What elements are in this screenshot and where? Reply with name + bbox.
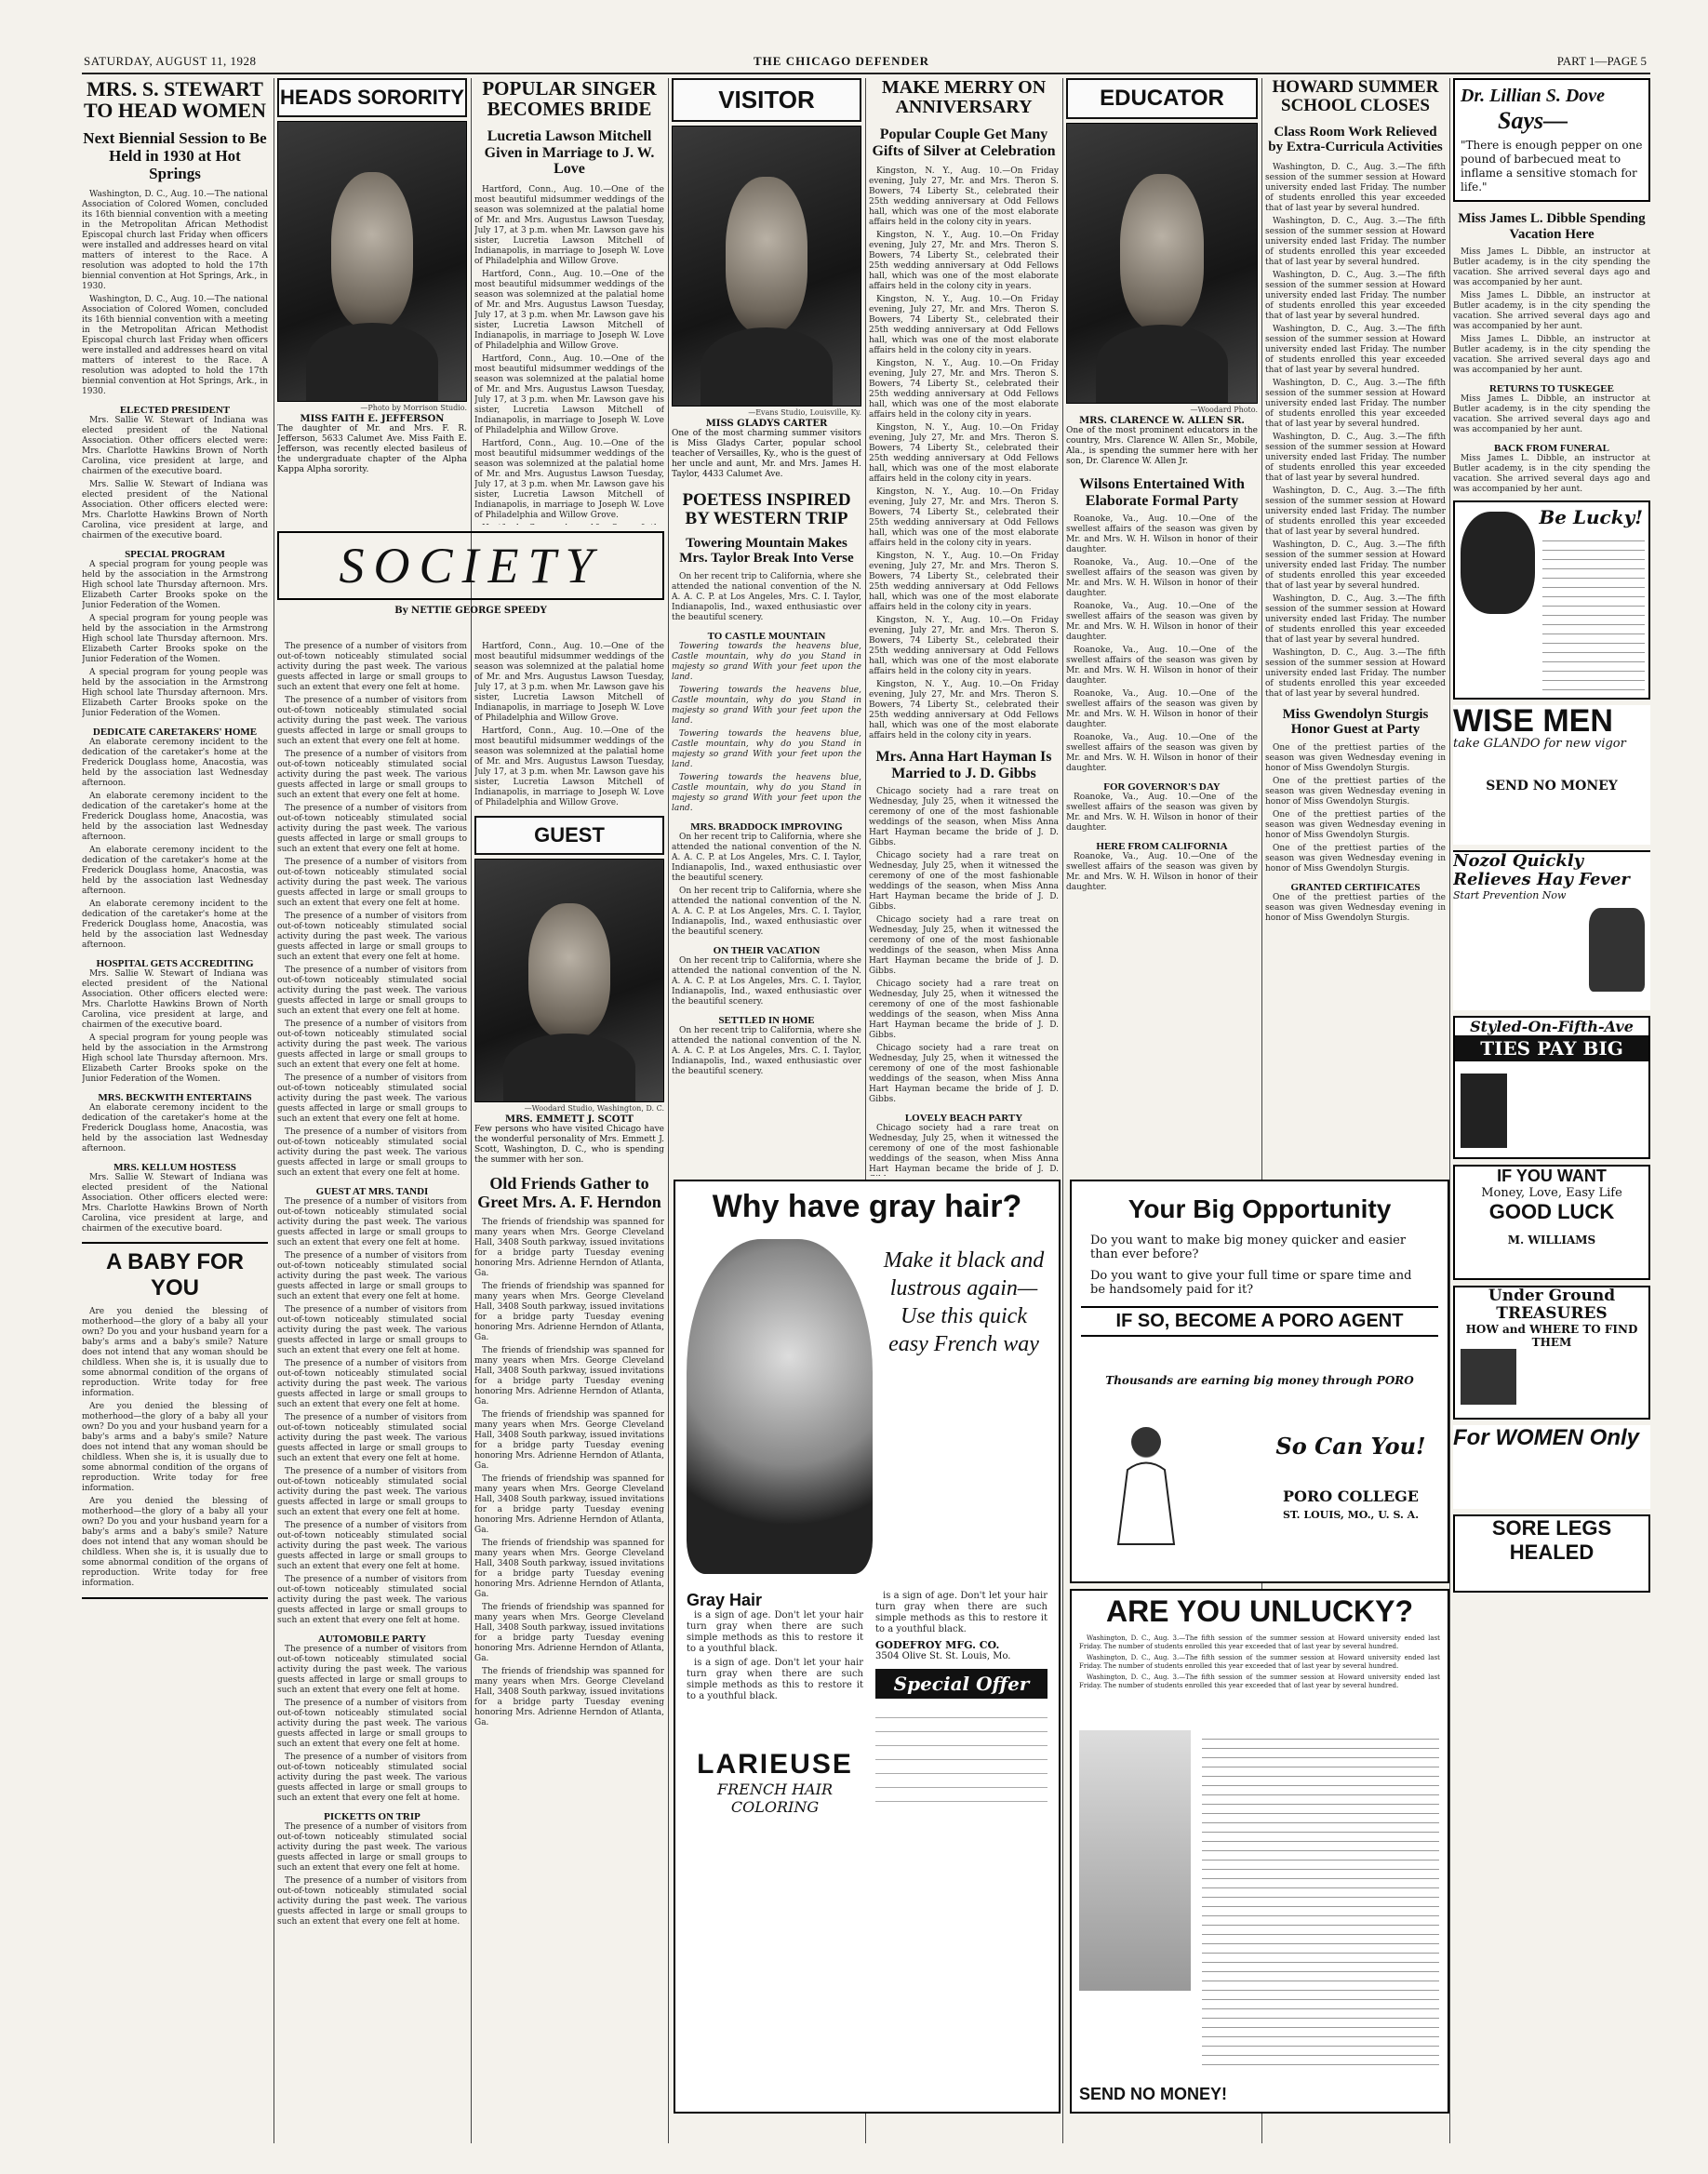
seated-woman-icon <box>1090 1414 1202 1563</box>
subhead: MRS. BRADDOCK IMPROVING <box>690 820 843 833</box>
want-luck: GOOD LUCK <box>1488 1200 1615 1223</box>
lucky-title: Be Lucky! <box>1539 506 1643 528</box>
page-number: PART 1—PAGE 5 <box>1556 54 1647 68</box>
nozol-sub: Start Prevention Now <box>1453 889 1567 901</box>
subhead: MRS. BECKWITH ENTERTAINS <box>98 1092 252 1104</box>
ties-ad <box>1453 1016 1650 1159</box>
column-3-top: POPULAR SINGER BECOMES BRIDE Lucretia Lawson Mitchell Given in Marriage to J. W. Love Hartford, Conn., Aug. 10.—One of the most beautiful midsummer weddings of the season was solemnized at the palatial home of Mr. and Mrs. Augustus Lawson Tuesday, July 17, at 3 p.m. when Mr. Lawson gave his sister, Lucretia Lawson Mitchell of Indianapolis, in marriage to Joseph W. Love of Philadelphia and Willow Grove. Hartford, Conn., Aug. 10.—One of the most beautiful midsummer weddings of the season was solemnized at the palatial home of Mr. and Mrs. Augustus Lawson Tuesday, July 17, at 3 p.m. when Mr. Lawson gave his sister, Lucretia Lawson Mitchell of Indianapolis, in marriage to Joseph W. Love of Philadelphia and Willow Grove. Hartford, Conn., Aug. 10.—One of the most beautiful midsummer weddings of the season was solemnized at the palatial home of Mr. and Mrs. Augustus Lawson Tuesday, July 17, at 3 p.m. when Mr. Lawson gave his sister, Lucretia Lawson Mitchell of Indianapolis, in marriage to Joseph W. Love of Philadelphia and Willow Grove. Hartford, Conn., Aug. 10.—One of the most beautiful midsummer weddings of the season was solemnized at the palatial home of Mr. and Mrs. Augustus Lawson Tuesday, July 17, at 3 p.m. when Mr. Lawson gave his sister, Lucretia Lawson Mitchell of Indianapolis, in marriage to Joseph W. Love of Philadelphia and Willow Grove. <box>474 78 664 520</box>
scott-photo <box>474 859 664 1102</box>
unlucky-send: SEND NO MONEY! <box>1079 2085 1228 2103</box>
wise-men-ad <box>1453 705 1650 845</box>
photo-credit: —Photo by Morrison Studio. <box>360 404 467 412</box>
gray-hair-ad: Why have gray hair? Make it black and lustrous again—Use this quick easy French way Gray Hair is a sign of age. Don't let your hair turn gray when there are such simple methods as this to restore it to a youthful black. is a sign of age. Don't let your hair turn gray when there are such simple methods as this to restore it to a youthful black. is a sign of age. Don't let your hair turn gray when there are such simple methods as this to restore it to a youthful black. GODEFROY MFG. CO. 3504 Olive St. St. Louis, Mo. Special Offer LARIEUSE FRENCH HAIR COLORING <box>674 1180 1061 2114</box>
deck-stewart: Next Biennial Session to Be Held in 1930 at Hot Springs <box>83 129 267 182</box>
opp-addr: ST. LOUIS, MO., U. S. A. <box>1282 1509 1420 1521</box>
fifth-title: Styled-On-Fifth-Ave <box>1470 1018 1634 1035</box>
caption-name: MRS. CLARENCE W. ALLEN SR. <box>1079 416 1245 426</box>
larieuse-brand: LARIEUSE <box>697 1749 853 1780</box>
caption-name: MRS. EMMETT J. SCOTT <box>505 1114 634 1125</box>
headline-herndon: Old Friends Gather to Greet Mrs. A. F. Herndon <box>477 1174 661 1211</box>
subhead: LOVELY BEACH PARTY <box>904 1113 1023 1125</box>
allen-photo <box>1066 123 1258 404</box>
baby-ad-text: Are you denied the blessing of motherhood—the glory of a baby all your own? Do you and your husband yearn for a baby's arms and a baby's smile? Nature does not intend that any woman should be childless. When she is, it is usually due to some abnormal condition of the organs of reproduction. Write today for free information. <box>82 1307 268 1399</box>
subhead: ON THEIR VACATION <box>713 944 821 956</box>
subhead: MRS. KELLUM HOSTESS <box>113 1162 236 1174</box>
paper-name: THE CHICAGO DEFENDER <box>754 54 930 68</box>
women-title: For WOMEN Only <box>1453 1425 1639 1450</box>
headline-anniversary: MAKE MERRY ON ANNIVERSARY <box>881 78 1047 117</box>
gray-co: GODEFROY MFG. CO. <box>875 1639 1000 1651</box>
caption-text: The daughter of Mr. and Mrs. F. R. Jefferson, 5633 Calumet Ave. Miss Faith E. Jefferson, was recently elected basileus of the undergraduate chapter of the Alpha Kappa Alpha sorority. <box>277 424 467 474</box>
visitor-box: VISITOR <box>672 78 861 122</box>
subhead: BACK FROM FUNERAL <box>1493 443 1610 454</box>
opp-q2: Do you want to give your full time or spare time and be handsomely paid for it? <box>1090 1269 1412 1297</box>
deck-poetess: Towering Mountain Makes Mrs. Taylor Break Into Verse <box>679 535 854 567</box>
subhead: AUTOMOBILE PARTY <box>317 1634 427 1645</box>
subhead: GRANTED CERTIFICATES <box>1290 881 1421 893</box>
subhead: ELECTED PRESIDENT <box>119 405 231 417</box>
headline-poetess: POETESS INSPIRED BY WESTERN TRIP <box>682 490 851 528</box>
opp-q1: Do you want to make big money quicker and easier than ever before? <box>1090 1234 1407 1261</box>
wise-send: SEND NO MONEY <box>1486 779 1618 794</box>
society-banner <box>277 526 664 637</box>
headline-singer: POPULAR SINGER BECOMES BRIDE <box>482 78 657 121</box>
masthead <box>84 54 1647 67</box>
want-name: M. WILLIAMS <box>1507 1234 1596 1247</box>
subhead: DEDICATE CARETAKERS' HOME <box>92 727 258 739</box>
legs-title: SORE LEGS HEALED <box>1491 1516 1612 1564</box>
article-text: Mrs. Sallie W. Stewart of Indiana was elected president of the National Association. Other officers elected were: Mrs. Charlotte Hawkins Brown of North Carolina, vice president at large, and chairmen of the executive board. <box>82 1173 268 1234</box>
gray-ad-title: Why have gray hair? <box>712 1189 1022 1224</box>
coupon-lines <box>875 1704 1047 1807</box>
column-rule <box>1449 78 1450 2143</box>
dove-quote: "There is enough pepper on one pound of barbecued meat to inflame a sensitive stomach for life." <box>1461 139 1643 193</box>
caption-name: MISS GLADYS CARTER <box>705 419 828 429</box>
column-rule <box>1062 78 1063 2143</box>
headline-stewart: MRS. S. STEWART TO HEAD WOMEN <box>84 78 266 123</box>
photo-credit: —Woodard Studio, Washington, D. C. <box>524 1104 664 1113</box>
want-sub: Money, Love, Easy Life <box>1481 1186 1622 1200</box>
column-6: EDUCATOR —Woodard Photo. MRS. CLARENCE W. ALLEN SR. One of the most prominent educators in the country, Mrs. Clarence W. Allen Sr., Mobile, Ala., is spending the summer here with her son, Dr. Clarence W. Allen Jr. Wilsons Entertained With Elaborate Formal Party Roanoke, Va., Aug. 10.—One of the swellest affairs of the season was given by Mr. and Mrs. W. H. Wilson in honor of their daughter. Roanoke, Va., Aug. 10.—One of the swellest affairs of the season was given by Mr. and Mrs. W. H. Wilson in honor of their daughter. Roanoke, Va., Aug. 10.—One of the swellest affairs of the season was given by Mr. and Mrs. W. H. Wilson in honor of their daughter. Roanoke, Va., Aug. 10.—One of the swellest affairs of the season was given by Mr. and Mrs. W. H. Wilson in honor of their daughter. Roanoke, Va., Aug. 10.—One of the swellest affairs of the season was given by Mr. and Mrs. W. H. Wilson in honor of their daughter. Roanoke, Va., Aug. 10.—One of the swellest affairs of the season was given by Mr. and Mrs. W. H. Wilson in honor of their daughter. FOR GOVERNOR'S DAY Roanoke, Va., Aug. 10.—One of the swellest affairs of the season was given by Mr. and Mrs. W. H. Wilson in honor of their daughter. HERE FROM CALIFORNIA Roanoke, Va., Aug. 10.—One of the swellest affairs of the season was given by Mr. and Mrs. W. H. Wilson in honor of their daughter. <box>1066 78 1258 1176</box>
society-byline: By NETTIE GEORGE SPEEDY <box>394 606 547 616</box>
unlucky-text-block <box>1202 1730 1439 2065</box>
educator-box: EDUCATOR <box>1066 78 1258 119</box>
article-stewart: Washington, D. C., Aug. 10.—The national Association of Colored Women, concluded its 16th biennial convention with a meeting in the Metropolitan African Methodist Episcopal church last Friday when officers were installed and addresses heard on vital matters of interest to the Race. A resolution was adopted to hold the 17th biennial convention at Hot Springs, Ark., in 1930. Washington, D. C., Aug. 10.—The national Association of Colored Women, concluded its 16th biennial convention with a meeting in the Metropolitan African Methodist Episcopal church last Friday when officers were installed and addresses heard on vital matters of interest to the Race. A resolution was adopted to hold the 17th biennial convention at Hot Springs, Ark., in 1930. <box>82 190 268 397</box>
column-rule <box>471 78 472 2143</box>
masthead-rule <box>82 73 1650 74</box>
fifth-sub: TIES PAY BIG <box>1455 1035 1648 1061</box>
opp-cando: So Can You! <box>1275 1433 1426 1460</box>
deck-howard: Class Room Work Relieved by Extra-Curricula Activities <box>1268 124 1443 155</box>
subhead: PICKETTS ON TRIP <box>324 1811 420 1822</box>
want-title: IF YOU WANT <box>1497 1167 1607 1185</box>
caption-text: One of the most charming summer visitors is Miss Gladys Carter, popular school teacher of Versailles, Ky., who is the guest of her uncle and aunt, Mr. and Mrs. James H. Taylor, 4433 Calumet Ave. <box>672 429 861 479</box>
treasure-icon <box>1461 1349 1516 1405</box>
headline-hayman: Mrs. Anna Hart Hayman Is Married to J. D. Gibbs <box>875 749 1052 781</box>
subhead: FOR GOVERNOR'S DAY <box>1103 781 1221 794</box>
article-text: Mrs. Sallie W. Stewart of Indiana was elected president of the National Association. Other officers elected were: Mrs. Charlotte Hawkins Brown of North Carolina, vice president at large, and chairmen of the executive board. Mrs. Sallie W. Stewart of Indiana was elected president of the National Association. Other officers elected were: Mrs. Charlotte Hawkins Brown of North Carolina, vice president at large, and chairmen of the executive board. <box>82 416 268 541</box>
unlucky-title: ARE YOU UNLUCKY? <box>1105 1594 1414 1628</box>
women-ad <box>1453 1425 1650 1509</box>
dove-says: Says— <box>1498 107 1568 134</box>
bottle-icon <box>1589 908 1645 992</box>
dove-quote-box <box>1453 78 1650 202</box>
society-title: SOCIETY <box>277 531 664 600</box>
column-8: Dr. Lillian S. Dove Says— "There is enough pepper on one pound of barbecued meat to inflame a sensitive stomach for life." Miss James L. Dibble Spending Vacation Here Miss James L. Dibble, an instructor at Butler academy, is in the city spending the vacation. She arrived several days ago and was accompanied by her aunt. Miss James L. Dibble, an instructor at Butler academy, is in the city spending the vacation. She arrived several days ago and was accompanied by her aunt. Miss James L. Dibble, an instructor at Butler academy, is in the city spending the vacation. She arrived several days ago and was accompanied by her aunt. RETURNS TO TUSKEGEE Miss James L. Dibble, an instructor at Butler academy, is in the city spending the vacation. She arrived several days ago and was accompanied by her aunt. BACK FROM FUNERAL Miss James L. Dibble, an instructor at Butler academy, is in the city spending the vacation. She arrived several days ago and was accompanied by her aunt. Be Lucky! WISE MEN take GLANDO for new vigor SEND NO MONEY Nozol Quickly Relieves Hay Fever Start Prevention Now Styled-On-Fifth-Ave TIES PAY BIG IF YOU WANT Money, Love, Easy Life GOOD LUCK M. WILLIAMS Under Ground TREASURES HOW and WHERE TO FIND THEM For WOMEN Only SORE LEGS HEALED <box>1453 78 1650 2143</box>
legs-ad <box>1453 1514 1650 1593</box>
treasure-sub: HOW and WHERE TO FIND THEM <box>1465 1323 1638 1349</box>
subhead: SETTLED IN HOME <box>718 1014 815 1026</box>
be-lucky-ad <box>1453 500 1650 700</box>
gray-sub: Gray Hair <box>687 1591 763 1609</box>
headline-wilsons: Wilsons Entertained With Elaborate Formal Party <box>1079 476 1245 509</box>
unlucky-ad: ARE YOU UNLUCKY? Washington, D. C., Aug. 3.—The fifth session of the summer session at Howard university ended last Friday. The number of students enrolled this year exceeded that of last year by several hundred. Washington, D. C., Aug. 3.—The fifth session of the summer session at Howard university ended last Friday. The number of students enrolled this year exceeded that of last year by several hundred. Washington, D. C., Aug. 3.—The fifth session of the summer session at Howard university ended last Friday. The number of students enrolled this year exceeded that of last year by several hundred. SEND NO MONEY! <box>1070 1589 1449 2114</box>
society-column-a: The presence of a number of visitors from out-of-town noticeably stimulated social activity during the past week. The various guests affected in large or small groups to such an extent that every one felt at home. The presence of a number of visitors from out-of-town noticeably stimulated social activity during the past week. The various guests affected in large or small groups to such an extent that every one felt at home. The presence of a number of visitors from out-of-town noticeably stimulated social activity during the past week. The various guests affected in large or small groups to such an extent that every one felt at home. The presence of a number of visitors from out-of-town noticeably stimulated social activity during the past week. The various guests affected in large or small groups to such an extent that every one felt at home. The presence of a number of visitors from out-of-town noticeably stimulated social activity during the past week. The various guests affected in large or small groups to such an extent that every one felt at home. The presence of a number of visitors from out-of-town noticeably stimulated social activity during the past week. The various guests affected in large or small groups to such an extent that every one felt at home. The presence of a number of visitors from out-of-town noticeably stimulated social activity during the past week. The various guests affected in large or small groups to such an extent that every one felt at home. The presence of a number of visitors from out-of-town noticeably stimulated social activity during the past week. The various guests affected in large or small groups to such an extent that every one felt at home. The presence of a number of visitors from out-of-town noticeably stimulated social activity during the past week. The various guests affected in large or small groups to such an extent that every one felt at home. The presence of a number of visitors from out-of-town noticeably stimulated social activity during the past week. The various guests affected in large or small groups to such an extent that every one felt at home. GUEST AT MRS. TANDI The presence of a number of visitors from out-of-town noticeably stimulated social activity during the past week. The various guests affected in large or small groups to such an extent that every one felt at home. The presence of a number of visitors from out-of-town noticeably stimulated social activity during the past week. The various guests affected in large or small groups to such an extent that every one felt at home. The presence of a number of visitors from out-of-town noticeably stimulated social activity during the past week. The various guests affected in large or small groups to such an extent that every one felt at home. The presence of a number of visitors from out-of-town noticeably stimulated social activity during the past week. The various guests affected in large or small groups to such an extent that every one felt at home. The presence of a number of visitors from out-of-town noticeably stimulated social activity during the past week. The various guests affected in large or small groups to such an extent that every one felt at home. The presence of a number of visitors from out-of-town noticeably stimulated social activity during the past week. The various guests affected in large or small groups to such an extent that every one felt at home. The presence of a number of visitors from out-of-town noticeably stimulated social activity during the past week. The various guests affected in large or small groups to such an extent that every one felt at home. The presence of a number of visitors from out-of-town noticeably stimulated social activity during the past week. The various guests affected in large or small groups to such an extent that every one felt at home. AUTOMOBILE PARTY The presence of a number of visitors from out-of-town noticeably stimulated social activity during the past week. The various guests affected in large or small groups to such an extent that every one felt at home. The presence of a number of visitors from out-of-town noticeably stimulated social activity during the past week. The various guests affected in large or small groups to such an extent that every one felt at home. The presence of a number of visitors from out-of-town noticeably stimulated social activity during the past week. The various guests affected in large or small groups to such an extent that every one felt at home. PICKETTS ON TRIP The presence of a number of visitors from out-of-town noticeably stimulated social activity during the past week. The various guests affected in large or small groups to such an extent that every one felt at home. The presence of a number of visitors from out-of-town noticeably stimulated social activity during the past week. The various guests affected in large or small groups to such an extent that every one felt at home. <box>277 642 467 1927</box>
subhead: GUEST AT MRS. TANDI <box>315 1186 429 1197</box>
subhead: HOSPITAL GETS ACCREDITING <box>96 958 254 970</box>
caption-name: MISS FAITH E. JEFFERSON <box>300 414 445 424</box>
column-5: MAKE MERRY ON ANNIVERSARY Popular Couple Get Many Gifts of Silver at Celebration Kingston, N. Y., Aug. 10.—On Friday evening, July 27, Mr. and Mrs. Theron S. Bowers, 74 Liberty St., celebrated their 25th wedding anniversary at Odd Fellows hall, which was one of the most elaborate affairs held in the colony city in years. Kingston, N. Y., Aug. 10.—On Friday evening, July 27, Mr. and Mrs. Theron S. Bowers, 74 Liberty St., celebrated their 25th wedding anniversary at Odd Fellows hall, which was one of the most elaborate affairs held in the colony city in years. Kingston, N. Y., Aug. 10.—On Friday evening, July 27, Mr. and Mrs. Theron S. Bowers, 74 Liberty St., celebrated their 25th wedding anniversary at Odd Fellows hall, which was one of the most elaborate affairs held in the colony city in years. Kingston, N. Y., Aug. 10.—On Friday evening, July 27, Mr. and Mrs. Theron S. Bowers, 74 Liberty St., celebrated their 25th wedding anniversary at Odd Fellows hall, which was one of the most elaborate affairs held in the colony city in years. Kingston, N. Y., Aug. 10.—On Friday evening, July 27, Mr. and Mrs. Theron S. Bowers, 74 Liberty St., celebrated their 25th wedding anniversary at Odd Fellows hall, which was one of the most elaborate affairs held in the colony city in years. Kingston, N. Y., Aug. 10.—On Friday evening, July 27, Mr. and Mrs. Theron S. Bowers, 74 Liberty St., celebrated their 25th wedding anniversary at Odd Fellows hall, which was one of the most elaborate affairs held in the colony city in years. Kingston, N. Y., Aug. 10.—On Friday evening, July 27, Mr. and Mrs. Theron S. Bowers, 74 Liberty St., celebrated their 25th wedding anniversary at Odd Fellows hall, which was one of the most elaborate affairs held in the colony city in years. Kingston, N. Y., Aug. 10.—On Friday evening, July 27, Mr. and Mrs. Theron S. Bowers, 74 Liberty St., celebrated their 25th wedding anniversary at Odd Fellows hall, which was one of the most elaborate affairs held in the colony city in years. Kingston, N. Y., Aug. 10.—On Friday evening, July 27, Mr. and Mrs. Theron S. Bowers, 74 Liberty St., celebrated their 25th wedding anniversary at Odd Fellows hall, which was one of the most elaborate affairs held in the colony city in years. Mrs. Anna Hart Hayman Is Married to J. D. Gibbs Chicago society had a rare treat on Wednesday, July 25, when it witnessed the ceremony of one of the most fashionable weddings of the season, when Miss Anna Hart Hayman became the bride of J. D. Gibbs. Chicago society had a rare treat on Wednesday, July 25, when it witnessed the ceremony of one of the most fashionable weddings of the season, when Miss Anna Hart Hayman became the bride of J. D. Gibbs. Chicago society had a rare treat on Wednesday, July 25, when it witnessed the ceremony of one of the most fashionable weddings of the season, when Miss Anna Hart Hayman became the bride of J. D. Gibbs. Chicago society had a rare treat on Wednesday, July 25, when it witnessed the ceremony of one of the most fashionable weddings of the season, when Miss Anna Hart Hayman became the bride of J. D. Gibbs. Chicago society had a rare treat on Wednesday, July 25, when it witnessed the ceremony of one of the most fashionable weddings of the season, when Miss Anna Hart Hayman became the bride of J. D. Gibbs. LOVELY BEACH PARTY Chicago society had a rare treat on Wednesday, July 25, when it witnessed the ceremony of one of the most fashionable weddings of the season, when Miss Anna Hart Hayman became the bride of J. D. <box>869 78 1059 1175</box>
gray-body: is a sign of age. Don't let your hair turn gray when there are such simple methods as this to restore it to a youthful black. <box>687 1610 863 1654</box>
caption-text: Few persons who have visited Chicago have the wonderful personality of Mrs. Emmett J. Scott, Washington, D. C., who is spending the summer with her son. <box>474 1125 664 1165</box>
wise-title: WISE MEN <box>1453 705 1613 739</box>
opp-tag: Thousands are earning big money through PORO <box>1105 1374 1414 1387</box>
gray-addr: 3504 Olive St. St. Louis, Mo. <box>875 1651 1011 1661</box>
subhead: SPECIAL PROGRAM <box>125 549 225 561</box>
treasure-title: Under Ground TREASURES <box>1488 1287 1616 1323</box>
subhead: HERE FROM CALIFORNIA <box>1096 841 1228 853</box>
nozol-title: Nozol Quickly Relieves Hay Fever <box>1453 851 1630 889</box>
guest-box: GUEST <box>474 816 664 855</box>
nozol-ad <box>1453 850 1650 1010</box>
headline-sturgis: Miss Gwendolyn Sturgis Honor Guest at Party <box>1282 706 1429 738</box>
article-text: A special program for young people was held by the association in the Armstrong High school late Thursday afternoon. Mrs. Elizabeth Carter Brooks spoke on the Junior Federation of the Women. A special program for young people was held by the association in the Armstrong High school late Thursday afternoon. Mrs. Elizabeth Carter Brooks spoke on the Junior Federation of the Women. A special program for young people was held by the association in the Armstrong High school late Thursday afternoon. Mrs. Elizabeth Carter Brooks spoke on the Junior Federation of the Women. <box>82 560 268 719</box>
deck-anniversary: Popular Couple Get Many Gifts of Silver at Celebration <box>872 127 1056 159</box>
article-text: An elaborate ceremony incident to the dedication of the caretaker's home at the Frederick Douglass home, Anacostia, was held by the association last Wednesday afternoon. <box>82 1103 268 1154</box>
gray-ad-script: Make it black and lustrous again—Use this quick easy French way <box>883 1248 1045 1356</box>
baby-ad: A BABY FOR YOU Are you denied the blessing of motherhood—the glory of a baby all your own? Do you and your husband yearn for a baby's arms and a baby's smile? Nature does not intend that any woman should be childless. When she is, it is usually due to some abnormal condition of the organs of reproduction. Write today for free information. Are you denied the blessing of motherhood—the glory of a baby all your own? Do you and your husband yearn for a baby's arms and a baby's smile? Nature does not intend that any woman should be childless. When she is, it is usually due to some abnormal condition of the organs of reproduction. Write today for free information. Are you denied the blessing of motherhood—the glory of a baby all your own? Do you and your husband yearn for a baby's arms and a baby's smile? Nature does not intend that any woman should be childless. When she is, it is usually due to some abnormal condition of the organs of reproduction. Write today for free information. <box>82 1242 268 1599</box>
column-7: HOWARD SUMMER SCHOOL CLOSES Class Room Work Relieved by Extra-Curricula Activities Washington, D. C., Aug. 3.—The fifth session of the summer session at Howard university ended last Friday. The number of students enrolled this year exceeded that of last year by several hundred. Washington, D. C., Aug. 3.—The fifth session of the summer session at Howard university ended last Friday. The number of students enrolled this year exceeded that of last year by several hundred. Washington, D. C., Aug. 3.—The fifth session of the summer session at Howard university ended last Friday. The number of students enrolled this year exceeded that of last year by several hundred. Washington, D. C., Aug. 3.—The fifth session of the summer session at Howard university ended last Friday. The number of students enrolled this year exceeded that of last year by several hundred. Washington, D. C., Aug. 3.—The fifth session of the summer session at Howard university ended last Friday. The number of students enrolled this year exceeded that of last year by several hundred. Washington, D. C., Aug. 3.—The fifth session of the summer session at Howard university ended last Friday. The number of students enrolled this year exceeded that of last year by several hundred. Washington, D. C., Aug. 3.—The fifth session of the summer session at Howard university ended last Friday. The number of students enrolled this year exceeded that of last year by several hundred. Washington, D. C., Aug. 3.—The fifth session of the summer session at Howard university ended last Friday. The number of students enrolled this year exceeded that of last year by several hundred. Washington, D. C., Aug. 3.—The fifth session of the summer session at Howard university ended last Friday. The number of students enrolled this year exceeded that of last year by several hundred. Washington, D. C., Aug. 3.—The fifth session of the summer session at Howard university ended last Friday. The number of students enrolled this year exceeded that of last year by several hundred. Miss Gwendolyn Sturgis Honor Guest at Party One of the prettiest parties of the season was given Wednesday evening in honor of Miss Gwendolyn Sturgis. One of the prettiest parties of the season was given Wednesday evening in honor of Miss Gwendolyn Sturgis. One of the prettiest parties of the season was given Wednesday evening in honor of Miss Gwendolyn Sturgis. One of the prettiest parties of the season was given Wednesday evening in honor of Miss Gwendolyn Sturgis. GRANTED CERTIFICATES One of the prettiest parties of the season was given Wednesday evening in honor of Miss Gwendolyn Sturgis. <box>1265 78 1446 923</box>
poem-title: TO CASTLE MOUNTAIN <box>707 630 826 642</box>
carter-photo <box>672 126 861 407</box>
talisman-illustration <box>1079 1730 1191 1991</box>
wise-sub: take GLANDO for new vigor <box>1453 737 1626 751</box>
photo-credit: —Woodard Photo. <box>1190 406 1258 414</box>
headline-howard: HOWARD SUMMER SCHOOL CLOSES <box>1272 78 1439 115</box>
caption-text: One of the most prominent educators in the country, Mrs. Clarence W. Allen Sr., Mobile, Ala., is spending the summer here with her son, Dr. Clarence W. Allen Jr. <box>1066 426 1258 466</box>
column-rule <box>668 78 669 2143</box>
column-3-bottom: Hartford, Conn., Aug. 10.—One of the most beautiful midsummer weddings of the season was solemnized at the palatial home of Mr. and Mrs. Augustus Lawson Tuesday, July 17, at 3 p.m. when Mr. Lawson gave his sister, Lucretia Lawson Mitchell of Indianapolis, in marriage to Joseph W. Love of Philadelphia and Willow Grove. Hartford, Conn., Aug. 10.—One of the most beautiful midsummer weddings of the season was solemnized at the palatial home of Mr. and Mrs. Augustus Lawson Tuesday, July 17, at 3 p.m. when Mr. Lawson gave his sister, Lucretia Lawson Mitchell of Indianapolis, in marriage to Joseph W. Love of Philadelphia and Willow Grove. GUEST —Woodard Studio, Washington, D. C. MRS. EMMETT J. SCOTT Few persons who have visited Chicago have the wonderful personality of Mrs. Emmett J. Scott, Washington, D. C., who is spending the summer with her son. Old Friends Gather to Greet Mrs. A. F. Herndon The friends of friendship was spanned for many years when Mrs. George Cleveland Hall, 3408 South parkway, issued invitations for a bridge party Tuesday evening honoring Mrs. Adrienne Herndon of Atlanta, Ga. The friends of friendship was spanned for many years when Mrs. George Cleveland Hall, 3408 South parkway, issued invitations for a bridge party Tuesday evening honoring Mrs. Adrienne Herndon of Atlanta, Ga. The friends of friendship was spanned for many years when Mrs. George Cleveland Hall, 3408 South parkway, issued invitations for a bridge party Tuesday evening honoring Mrs. Adrienne Herndon of Atlanta, Ga. The friends of friendship was spanned for many years when Mrs. George Cleveland Hall, 3408 South parkway, issued invitations for a bridge party Tuesday evening honoring Mrs. Adrienne Herndon of Atlanta, Ga. The friends of friendship was spanned for many years when Mrs. George Cleveland Hall, 3408 South parkway, issued invitations for a bridge party Tuesday evening honoring Mrs. Adrienne Herndon of Atlanta, Ga. The friends of friendship was spanned for many years when Mrs. George Cleveland Hall, 3408 South parkway, issued invitations for a bridge party Tuesday evening honoring Mrs. Adrienne Herndon of Atlanta, Ga. The friends of friendship was spanned for many years when Mrs. George Cleveland Hall, 3408 South parkway, issued invitations for a bridge party Tuesday evening honoring Mrs. Adrienne Herndon of Atlanta, Ga. The friends of friendship was spanned for many years when Mrs. George Cleveland Hall, 3408 South parkway, issued invitations for a bridge party Tuesday evening honoring Mrs. Adrienne Herndon of Atlanta, Ga. <box>474 642 664 1727</box>
opp-college: PORO COLLEGE <box>1283 1487 1419 1505</box>
treasure-ad <box>1453 1286 1650 1420</box>
headline-dibble: Miss James L. Dibble Spending Vacation Here <box>1458 211 1646 242</box>
baby-ad-title: A BABY FOR YOU <box>105 1249 244 1301</box>
article-text: An elaborate ceremony incident to the dedication of the caretaker's home at the Frederick Douglass home, Anacostia, was held by the association last Wednesday afternoon. An elaborate ceremony incident to the dedication of the caretaker's home at the Frederick Douglass home, Anacostia, was held by the association last Wednesday afternoon. An elaborate ceremony incident to the dedication of the caretaker's home at the Frederick Douglass home, Anacostia, was held by the association last Wednesday afternoon. An elaborate ceremony incident to the dedication of the caretaker's home at the Frederick Douglass home, Anacostia, was held by the association last Wednesday afternoon. <box>82 738 268 951</box>
column-4: VISITOR —Evans Studio, Louisville, Ky. MISS GLADYS CARTER One of the most charming summer visitors is Miss Gladys Carter, popular school teacher of Versailles, Ky., who is the guest of her uncle and aunt, Mr. and Mrs. James H. Taylor, 4433 Calumet Ave. POETESS INSPIRED BY WESTERN TRIP Towering Mountain Makes Mrs. Taylor Break Into Verse On her recent trip to California, where she attended the national convention of the N. A. A. C. P. at Los Angeles, Mrs. C. I. Taylor, Indianapolis, Ind., waxed enthusiastic over the beautiful scenery. TO CASTLE MOUNTAIN Towering towards the heavens blue, Castle mountain, why do you Stand in majesty so grand With your feet upon the land. Towering towards the heavens blue, Castle mountain, why do you Stand in majesty so grand With your feet upon the land. Towering towards the heavens blue, Castle mountain, why do you Stand in majesty so grand With your feet upon the land. Towering towards the heavens blue, Castle mountain, why do you Stand in majesty so grand With your feet upon the land. MRS. BRADDOCK IMPROVING On her recent trip to California, where she attended the national convention of the N. A. A. C. P. at Los Angeles, Mrs. C. I. Taylor, Indianapolis, Ind., waxed enthusiastic over the beautiful scenery. On her recent trip to California, where she attended the national convention of the N. A. A. C. P. at Los Angeles, Mrs. C. I. Taylor, Indianapolis, Ind., waxed enthusiastic over the beautiful scenery. ON THEIR VACATION On her recent trip to California, where she attended the national convention of the N. A. A. C. P. at Los Angeles, Mrs. C. I. Taylor, Indianapolis, Ind., waxed enthusiastic over the beautiful scenery. SETTLED IN HOME On her recent trip to California, where she attended the national convention of the N. A. A. C. P. at Los Angeles, Mrs. C. I. Taylor, Indianapolis, Ind., waxed enthusiastic over the beautiful scenery. <box>672 78 861 1176</box>
poro-illustration <box>1090 1414 1202 1563</box>
money-bag-icon <box>1461 512 1535 614</box>
poro-ad <box>1070 1180 1449 1583</box>
dove-name: Dr. Lillian S. Dove <box>1461 86 1606 106</box>
deck-singer: Lucretia Lawson Mitchell Given in Marriage to J. W. Love <box>484 128 655 178</box>
subhead: RETURNS TO TUSKEGEE <box>1489 383 1614 394</box>
column-1 <box>82 78 268 2143</box>
special-offer-banner: Special Offer <box>875 1669 1047 1699</box>
jefferson-photo <box>277 121 467 402</box>
article-text: Mrs. Sallie W. Stewart of Indiana was elected president of the National Association. Other officers elected were: Mrs. Charlotte Hawkins Brown of North Carolina, vice president at large, and chairmen of the executive board. A special program for young people was held by the association in the Armstrong High school late Thursday afternoon. Mrs. Elizabeth Carter Brooks spoke on the Junior Federation of the Women. <box>82 969 268 1085</box>
issue-date: SATURDAY, AUGUST 11, 1928 <box>84 54 257 68</box>
good-luck-ad <box>1453 1165 1650 1280</box>
opp-if: IF SO, BECOME A PORO AGENT <box>1081 1306 1438 1337</box>
opp-title: Your Big Opportunity <box>1128 1194 1392 1223</box>
larieuse-sub: FRENCH HAIR COLORING <box>717 1781 833 1816</box>
woman-illustration <box>687 1239 873 1574</box>
tie-icon <box>1461 1074 1507 1148</box>
heads-sorority-box: HEADS SORORITY <box>277 78 467 117</box>
photo-credit: —Evans Studio, Louisville, Ky. <box>748 408 861 417</box>
